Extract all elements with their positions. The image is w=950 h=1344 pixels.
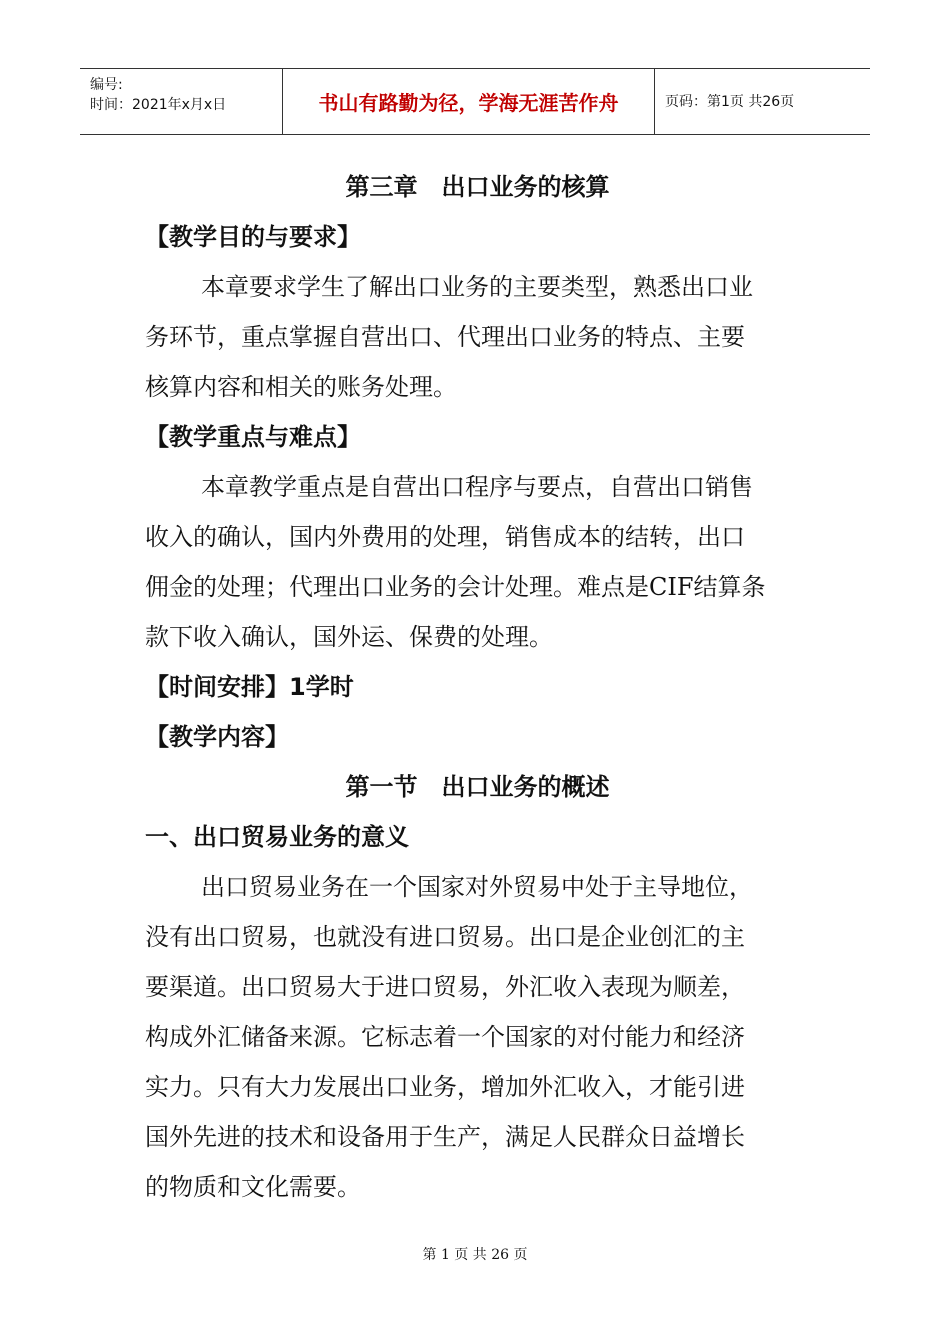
content-heading: 【教学内容】 bbox=[145, 723, 289, 751]
paragraph-line: 务环节，重点掌握自营出口、代理出口业务的特点、主要 bbox=[145, 323, 745, 351]
schedule-line: 【时间安排】1学时 bbox=[145, 673, 354, 701]
paragraph-line: 要渠道。出口贸易大于进口贸易，外汇收入表现为顺差， bbox=[145, 973, 745, 1001]
paragraph-line: 的物质和文化需要。 bbox=[145, 1173, 361, 1201]
paragraph-line: 本章教学重点是自营出口程序与要点，自营出口销售 bbox=[201, 473, 753, 501]
paragraph-line: 收入的确认，国内外费用的处理，销售成本的结转，出口 bbox=[145, 523, 745, 551]
page-footer: 第 1 页 共 26 页 bbox=[422, 1247, 528, 1263]
document-body bbox=[145, 162, 810, 1212]
objectives-paragraph bbox=[145, 262, 810, 412]
paragraph-line: 核算内容和相关的账务处理。 bbox=[145, 373, 457, 401]
paragraph-line: 构成外汇储备来源。它标志着一个国家的对付能力和经济 bbox=[145, 1023, 745, 1051]
keypoints-heading: 【教学重点与难点】 bbox=[145, 423, 361, 451]
motto-text: 书山有路勤为径，学海无涯苦作舟 bbox=[318, 91, 619, 115]
header-page-cell bbox=[655, 69, 870, 134]
section-title: 第一节 出口业务的概述 bbox=[345, 773, 610, 801]
significance-paragraph bbox=[145, 862, 810, 1212]
objectives-heading: 【教学目的与要求】 bbox=[145, 223, 361, 251]
document-header bbox=[80, 68, 870, 135]
time-label: 时间：2021年x月x日 bbox=[90, 97, 227, 113]
chapter-title: 第三章 出口业务的核算 bbox=[345, 173, 610, 201]
serial-label: 编号: bbox=[90, 77, 123, 93]
header-motto-cell bbox=[283, 69, 655, 134]
paragraph-line: 没有出口贸易，也就没有进口贸易。出口是企业创汇的主 bbox=[145, 923, 745, 951]
paragraph-line: 实力。只有大力发展出口业务，增加外汇收入，才能引进 bbox=[145, 1073, 745, 1101]
paragraph-line: 国外先进的技术和设备用于生产，满足人民群众日益增长 bbox=[145, 1123, 745, 1151]
keypoints-paragraph bbox=[145, 462, 810, 662]
paragraph-line: 出口贸易业务在一个国家对外贸易中处于主导地位， bbox=[201, 873, 753, 901]
paragraph-line: 款下收入确认，国外运、保费的处理。 bbox=[145, 623, 553, 651]
page-info: 页码：第1页 共26页 bbox=[665, 93, 795, 110]
header-meta-cell bbox=[80, 69, 283, 134]
paragraph-line: 本章要求学生了解出口业务的主要类型，熟悉出口业 bbox=[201, 273, 753, 301]
paragraph-line: 佣金的处理；代理出口业务的会计处理。难点是CIF结算条 bbox=[145, 573, 766, 601]
subsection-title: 一、出口贸易业务的意义 bbox=[145, 823, 409, 851]
